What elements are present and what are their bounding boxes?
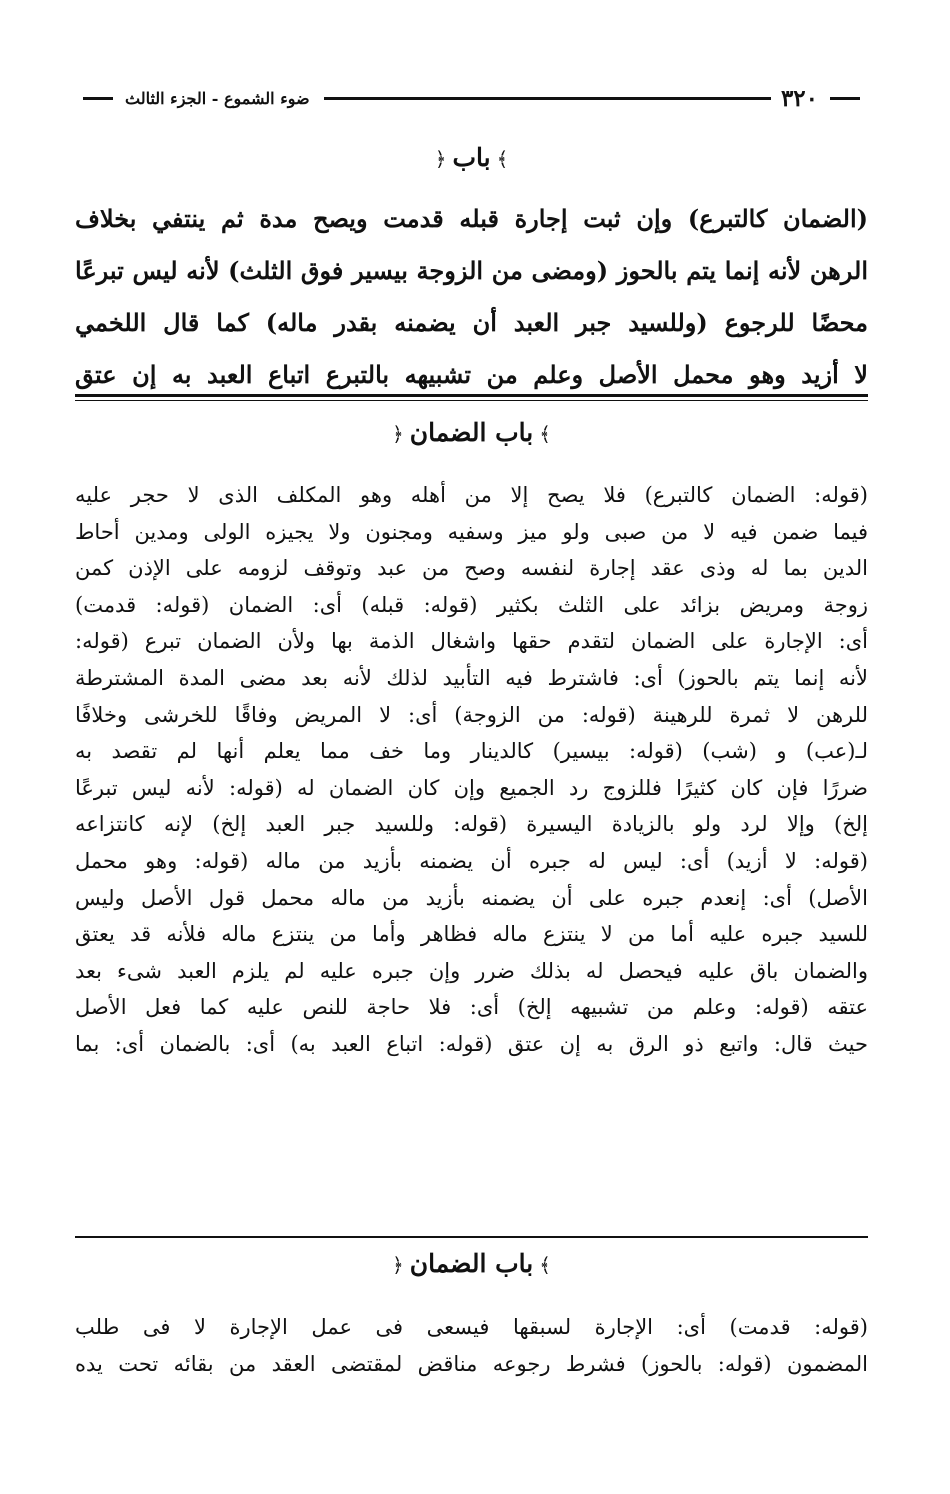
page-number: ٣٢٠	[780, 84, 818, 112]
header-rule	[324, 97, 771, 100]
sharh-line: عتقه (قوله: وعلم من تشبيهه إلخ) أى: فلا حاجة للنص عليه كما فعل الأصل	[75, 995, 868, 1020]
sharh-line: لـ(عب) و (شب) (قوله: بيسير) كالدينار وما خف مما يعلم أنها لم تقصد به	[75, 739, 868, 764]
sharh-line: إلخ) وإلا لرد ولو بالزيادة اليسيرة (قوله: وللسيد جبر العبد إلخ) لإنه كانتزاعه	[75, 812, 868, 837]
sharh-line: والضمان باق عليه فيحصل له بذلك ضرر وإن جبره عليه لم يلزم العبد شىء بعد	[75, 958, 868, 983]
running-header	[75, 84, 868, 112]
ornament-bracket-icon: ﴾	[496, 147, 509, 171]
header-dash-left	[83, 97, 113, 100]
matn-line: الرهن لأنه إنما يتم بالحوز (ومضى من الزوجة بيسير فوق الثلث) لأنه ليس تبرعًا	[75, 256, 868, 285]
hashiya-line: (قوله: قدمت) أى: الإجارة لسبقها فيسعى فى عمل الإجارة لا فى طلب	[75, 1315, 868, 1339]
ornament-bracket-icon: ﴿	[434, 147, 447, 171]
hashiya-line: المضمون (قوله: بالحوز) فشرط رجوعه مناقض لمقتضى العقد من بقائه تحت يده	[75, 1351, 868, 1376]
sharh-line: للسيد جبره عليه أما من لا ينتزع ماله فظاهر وأما من ينتزع ماله فلأنه قد يعتق	[75, 922, 868, 947]
header-dash-right	[830, 97, 860, 100]
sharh-text	[75, 477, 868, 1063]
section1-heading-text: باب	[452, 143, 491, 172]
sharh-line: فيما ضمن فيه لا من صبى ولو ميز وسفيه ومجنون ولا يجيزه الولى ومدين أحاط	[75, 519, 868, 544]
ornament-bracket-icon: ﴾	[539, 422, 551, 446]
ornament-bracket-icon: ﴿	[392, 1253, 404, 1277]
sharh-line: لأنه إنما يتم بالحوز) أى: فاشترط فيه التأبيد لذلك لأنه بعد مضى المدة المشترطة	[75, 665, 868, 690]
section2-heading	[75, 418, 868, 447]
section-rule	[75, 1236, 868, 1238]
sharh-line: أى: الإجارة على الضمان لتقدم حقها واشغال الذمة بها ولأن الضمان تبرع (قوله:	[75, 629, 868, 654]
double-rule-bottom	[75, 400, 868, 401]
matn-line: لا أزيد وهو محمل الأصل وعلم من تشبيهه بالتبرع اتباع العبد به إن عتق	[75, 360, 868, 389]
ornament-bracket-icon: ﴿	[392, 422, 404, 446]
sharh-line: زوجة ومريض بزائد على الثلث بكثير (قوله: قبله) أى: الضمان (قوله: قدمت)	[75, 592, 868, 617]
double-rule-top	[75, 394, 868, 397]
matn-text	[75, 193, 868, 401]
book-title: ضوء الشموع - الجزء الثالث	[125, 88, 310, 108]
section2-heading-text: باب الضمان	[409, 418, 534, 447]
section1-heading	[75, 143, 868, 172]
sharh-line: (قوله: الضمان كالتبرع) فلا يصح إلا من أهله وهو المكلف الذى لا حجر عليه	[75, 483, 868, 507]
section3-heading	[75, 1249, 868, 1278]
section3-heading-text: باب الضمان	[409, 1249, 534, 1278]
sharh-line: (قوله: لا أزيد) أى: ليس له جبره أن يضمنه بأزيد من ماله (قوله: وهو محمل	[75, 848, 868, 873]
matn-line: (الضمان كالتبرع) وإن ثبت إجارة قبله قدمت ويصح مدة ثم ينتفي بخلاف	[75, 204, 868, 233]
sharh-line: حيث قال: واتبع ذو الرق به إن عتق (قوله: اتباع العبد به) أى: بالضمان أى: بما	[75, 1031, 868, 1056]
ornament-bracket-icon: ﴾	[539, 1253, 551, 1277]
sharh-line: الأصل) أى: إنعدم جبره على أن يضمنه بأزيد من ماله محمل قول الأصل وليس	[75, 885, 868, 910]
sharh-line: ضررًا فإن كان كثيرًا فللزوج رد الجميع وإن كان الضمان له (قوله: لأنه ليس تبرعًا	[75, 775, 868, 800]
sharh-line: للرهن لا ثمرة للرهينة (قوله: من الزوجة) أى: لا المريض وفاقًا للخرشى وخلافًا	[75, 702, 868, 727]
sharh-line: الدين بما له وذى عقد إجارة لنفسه وصح من عبد وتوقف لزومه على الإذن كمن	[75, 556, 868, 581]
hashiya-text	[75, 1309, 868, 1382]
matn-line: محضًا للرجوع (وللسيد جبر العبد أن يضمنه بقدر ماله) كما قال اللخمي	[75, 308, 868, 337]
